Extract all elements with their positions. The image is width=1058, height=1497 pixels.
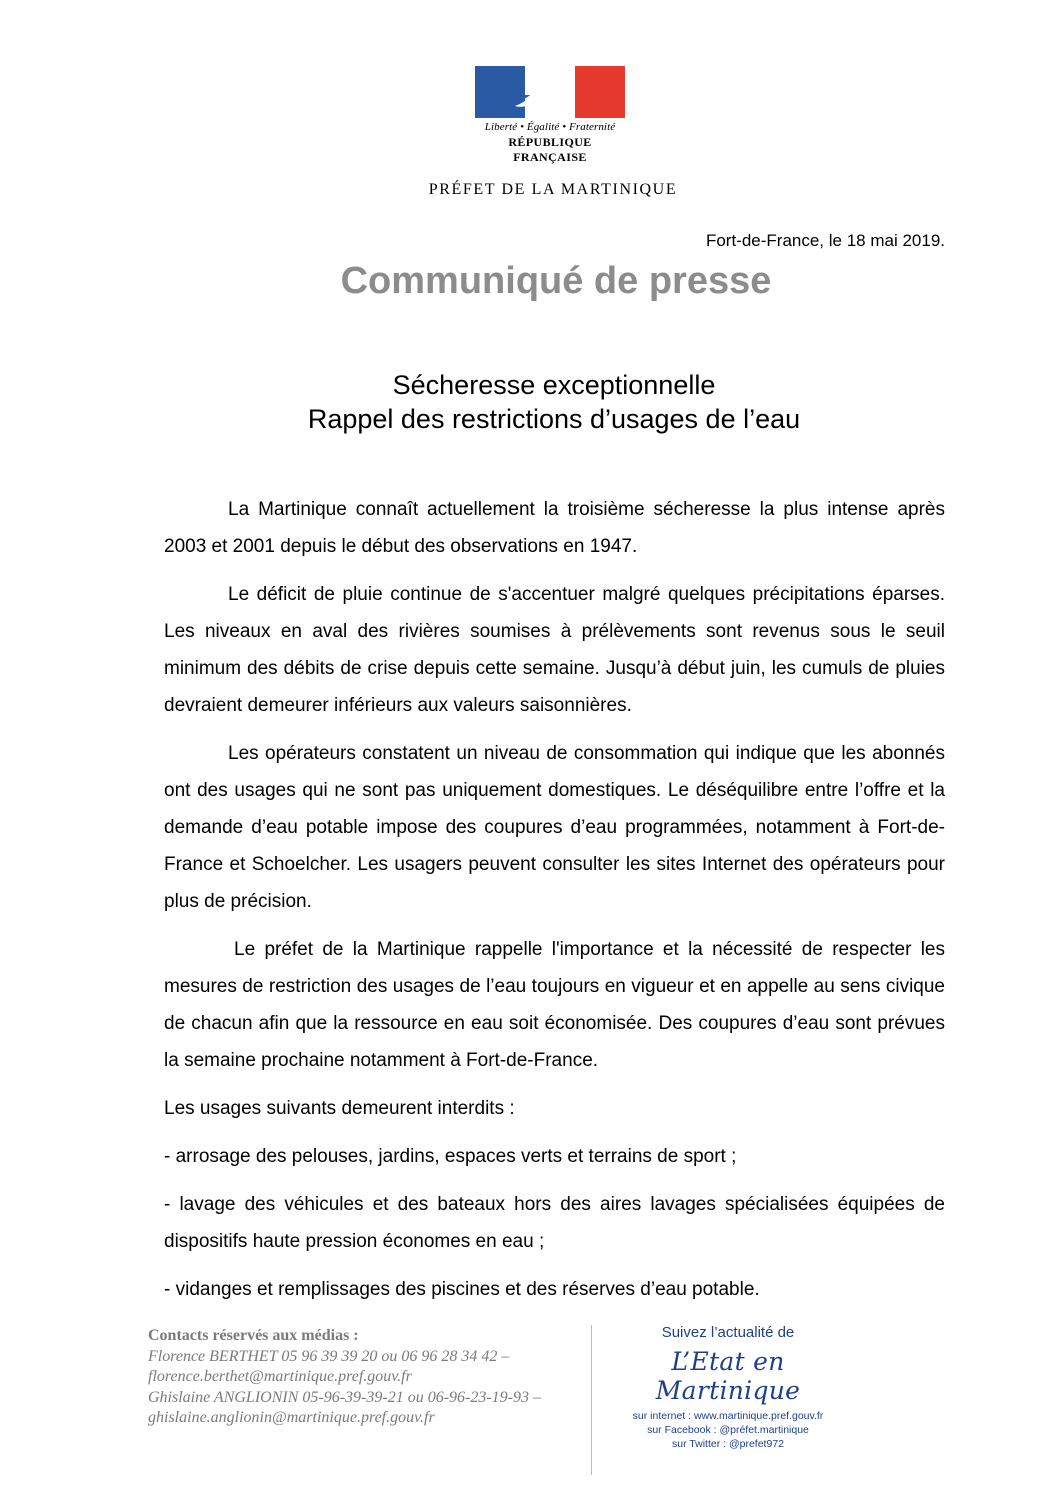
follow-line: Suivez l’actualité de (661, 1324, 795, 1341)
footer-divider (591, 1325, 592, 1475)
logo-motto: Liberté • Égalité • Fraternité (484, 121, 616, 133)
marianne-logo (475, 66, 625, 165)
title-line-2: Rappel des restrictions d’usages de l’eau (307, 404, 801, 434)
contacts-title: Contacts réservés aux médias : (148, 1327, 359, 1344)
follow-internet[interactable]: sur internet : www.martinique.pref.gouv.fr (632, 1410, 824, 1422)
paragraph-3: Les opérateurs constatent un niveau de consommation qui indique que les abonnés ont des usages qui ne sont pas uniquement domestiques. Le déséquilibre entre l’offre et la demande d’eau potable impose des coupures d’eau programmées, notamment à Fort-de-France et Schoelcher. Les usagers peuvent consulter les sites Internet des opérateurs pour plus de précision. (164, 743, 945, 912)
logo-republic: RÉPUBLIQUE FRANÇAISE (508, 135, 592, 164)
media-contacts (148, 1326, 580, 1429)
title-line-1: Sécheresse exceptionnelle (392, 370, 716, 400)
follow-facebook[interactable]: sur Facebook : @préfet.martinique (647, 1424, 809, 1436)
prefecture-name: PRÉFET DE LA MARTINIQUE (428, 181, 678, 198)
follow-brand: L’Etat en Martinique (655, 1347, 801, 1405)
paragraph-5: Les usages suivants demeurent interdits : (164, 1098, 515, 1119)
paragraph-2: Le déficit de pluie continue de s'accentuer malgré quelques précipitations éparses. Les niveaux en aval des rivières soumises à prélèvements sont revenus sous le seuil minimum des débits de crise depuis cette semaine. Jusqu’à début juin, les cumuls de pluies devraient demeurer inférieurs aux valeurs saisonnières. (164, 584, 945, 716)
follow-twitter[interactable]: sur Twitter : @prefet972 (671, 1438, 784, 1450)
restriction-item-2: - lavage des véhicules et des bateaux hors des aires lavages spécialisées équipées de dispositifs haute pression économes en eau ; (164, 1194, 945, 1252)
contact-1: Florence BERTHET 05 96 39 39 20 ou 06 96 28 34 42 – florence.berthet@martinique.pref.gouv.fr (148, 1347, 510, 1385)
document-type: Communiqué de presse (340, 260, 772, 302)
follow-block (608, 1324, 848, 1451)
restriction-item-1: - arrosage des pelouses, jardins, espaces verts et terrains de sport ; (164, 1146, 737, 1167)
press-release-title (0, 368, 1058, 436)
document-date: Fort-de-France, le 18 mai 2019. (705, 231, 945, 250)
paragraph-1: La Martinique connaît actuellement la troisième sécheresse la plus intense après 2003 et 2001 depuis le début des observations en 1947. (164, 499, 945, 557)
restriction-item-3: - vidanges et remplissages des piscines et des réserves d’eau potable. (164, 1279, 760, 1300)
marianne-flag-icon (475, 66, 625, 118)
contact-2: Ghislaine ANGLIONIN 05-96-39-39-21 ou 06-96-23-19-93 – ghislaine.anglionin@martinique.pref.gouv.fr (148, 1388, 542, 1426)
press-release-body (164, 491, 945, 1319)
paragraph-4: Le préfet de la Martinique rappelle l'importance et la nécessité de respecter les mesures de restriction des usages de l’eau toujours en vigueur et en appelle au sens civique de chacun afin que la ressource en eau soit économisée. Des coupures d’eau sont prévues la semaine prochaine notamment à Fort-de-France. (164, 939, 945, 1071)
